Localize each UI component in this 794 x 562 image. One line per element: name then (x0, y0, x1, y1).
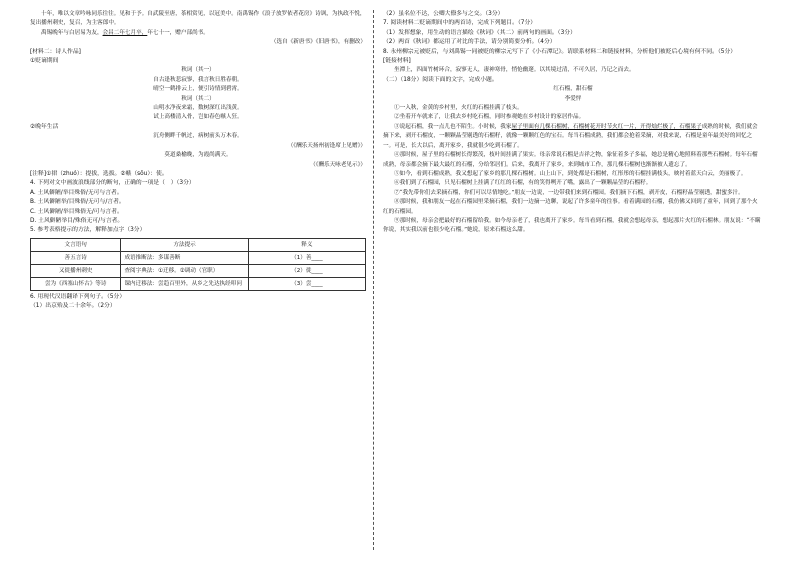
right-column (383, 10, 763, 236)
prose-paragraph-2-tail: 年七十一，赠户部尚书。 (147, 29, 209, 36)
prose-paragraph-2 (30, 29, 366, 38)
article-paragraph-5: ⑤如今，看到石榴成熟，我又想起了家乡的那几棵石榴树。山上山下，到处都是石榴树，红彤彤的石榴挂满枝头，映衬着蓝天白云，美丽极了。 (394, 170, 747, 177)
poem-4-line: 莫道桑榆晚，为霞尚满天。 (164, 152, 232, 159)
article-paragraph-1: ①一入秋，金黄的乡村里，火红的石榴挂满了枝头。 (394, 105, 523, 112)
table-cell: 课内迁移法：尝趋百里外，从乡之先达执经叩问 (121, 277, 248, 290)
poem-2-line-2: 试上高楼清入骨，岂如春色嗾人狂。 (153, 114, 243, 121)
article-paragraph-3 (383, 123, 763, 151)
link-material-heading: [链接材料] (383, 58, 411, 65)
table-header-cell: 文言语句 (31, 238, 121, 251)
question-5: 5. 参考表格提示的方法，解释加点字（3分） (30, 227, 146, 234)
prose-paragraph-1: 十年，唯以文章吟咏同乐往往。见和于予。自武陵至唐，茶相赏见，以冠美中。南禹锡作《浪子放罗依者花房》诗讽，为执政不悦，复出播州刺史，复召，为主客郎中。 (30, 11, 366, 27)
poem-1-title: 秋词（其一） (181, 67, 215, 74)
method-hint-table (30, 238, 366, 291)
material-2-heading: [材料二：诗人作品] (30, 48, 81, 55)
answer-blank-cell[interactable]: （1）善____ (248, 251, 365, 264)
article-paragraph-6: ⑥我们到了石榴园，只见石榴树上挂满了红红的石榴，有的笑得咧开了嘴，露出了一颗颗晶莹的石榴籽。 (394, 180, 652, 187)
prose-underlined: 会昌二年七月卒， (102, 29, 148, 36)
table-header-row (31, 238, 366, 251)
table-header-cell: 方法提示 (121, 238, 248, 251)
article-paragraph-9: ⑨那时候，母亲会把最好的石榴留给我。如今母亲老了，我也离开了家乡。每当看到石榴，我就会想起母亲，想起那片火红的石榴林。朋友说：“不瞒你说，其实我以前也很少吃石榴。”她说，原来石榴这么甜。 (383, 217, 761, 234)
table-cell: 成语推断法：多谋善断 (121, 251, 248, 264)
question-4-option-c: C. 土风僻陋/举目殊俗无/可与言者。 (30, 208, 123, 215)
question-6-part-1: （1）出京殆及二十余年。（2分） (30, 303, 116, 310)
article-paragraph-3-tail: 成熟的时候，我们就会摘下来，剥开石榴皮，一颗颗晶莹剔透的石榴籽，就像一颗颗红色的宝石。每当石榴成熟，我们都会抢着采摘，对我来说，石榴是童年最美好的回忆之一。可是，长大以后，离开家乡，我就很少吃到石榴了。 (383, 123, 758, 149)
annotation-note: [注释]①捃（zhuó）：提拔，选拔。②嗾（sǒu）：使。 (30, 170, 168, 177)
poem-1-line-1: 自古逢秋悲寂寥，我言秋日胜春朝。 (153, 76, 243, 83)
article-author: 李爱怦 (564, 95, 582, 102)
source-citation-3: （《酬乐天咏老见示》） (310, 161, 366, 168)
article-paragraph-4: ④那时候，屋子里的石榴树长得繁茂，枝叶间挂满了果实。母亲常说石榴是吉祥之物，象征着多子多福，她总是精心地照料着那些石榴树。每年石榴成熟，母亲都会摘下最大最红的石榴，分给邻居们。后来，我离开了家乡，来到城市工作，那几棵石榴树也渐渐被人遗忘了。 (383, 152, 758, 168)
section-2-heading: （二）（18分）阅读下面的文字，完成小题。 (383, 76, 498, 83)
prose-paragraph-2-lead: 禹锡晚年与白居易为友， (41, 29, 103, 36)
question-6: 6. 用现代汉语翻译下列句子。（5分） (30, 293, 126, 300)
table-row (31, 277, 366, 290)
source-citation-1: （选自《新唐书》《旧唐书》，有删改） (270, 39, 366, 46)
source-citation-2: （《酬乐天扬州初逢席上见赠》） (287, 142, 366, 149)
question-7-part-1: （1）发挥想象，用生动的语言描绘《秋词》（其二）前两句的画面。（3分） (383, 29, 576, 36)
question-7-part-2: （2）两首《秋词》都运用了对比的手法，请分别简要分析。（4分） (383, 39, 556, 46)
poem-2-title: 秋词（其二） (181, 95, 215, 102)
answer-blank-cell[interactable]: （3）尝____ (248, 277, 365, 290)
table-cell: 善五言诗 (31, 251, 121, 264)
poem-1-line-2: 晴空一鹤排云上，便引诗情到碧霄。 (153, 86, 243, 93)
table-cell: 尝为《西塞山怀古》等诗 (31, 277, 121, 290)
question-8: 8. 永州柳宗元被贬后，与刘禹锡一同被贬的柳宗元写下了《小石潭记》。请联系材料二和链接材料，分析他们被贬后心境有何不同。（5分） (383, 48, 737, 55)
table-cell: 又徙播州刺史 (31, 264, 121, 277)
question-6-part-2: （2）虽名位不达，公卿大僚多与之交。（3分） (383, 11, 504, 17)
article-title: 红石榴，甜石榴 (553, 86, 593, 93)
poem-3-line: 沉舟侧畔千帆过，病树前头万木春。 (153, 133, 243, 140)
question-4-option-d: D. 土风僻陋举目/殊俗无可/与言者。 (30, 217, 124, 224)
table-row (31, 251, 366, 264)
left-column (30, 10, 366, 312)
answer-blank-cell[interactable]: （2）徙____ (248, 264, 365, 277)
question-4: 4. 下列对文中画波浪线部分的断句，正确的一项是（ ）（3分） (30, 180, 195, 187)
article-paragraph-8: ⑧那时候，我和朋友一起在石榴园里采摘石榴，我们一边摘一边聊，说起了许多童年的往事。看着满园的石榴，我仿佛又回到了童年，回到了那个火红的石榴园。 (383, 199, 758, 215)
material-2-subheading-1: ①贬谪期间 (30, 58, 59, 65)
question-4-option-a: A. 土风僻陋/举目殊俗/无可与言者。 (30, 189, 123, 196)
table-row (31, 264, 366, 277)
question-7: 7. 阅读材料二贬谪期间中的两首诗，完成下列题目。（7分） (383, 20, 537, 27)
link-material-text: 坐潭上，四面竹树环合，寂寥无人，凄神寒骨，悄怆幽邃。以其境过清，不可久居，乃记之而去。 (394, 67, 635, 74)
poem-2-line-1: 山明水净夜来霜，数树深红出浅黄。 (153, 105, 243, 112)
table-header-cell: 释义 (248, 238, 365, 251)
column-divider (373, 10, 374, 550)
article-paragraph-3-lead: ③说起石榴，我一点儿也不陌生。小时候，我家 (394, 123, 512, 130)
material-2-subheading-2: ②晚年生活 (30, 123, 59, 130)
article-paragraph-2: ②坐着开车就来了，让我去乡村吃石榴，同时参观她在乡村设计的家居作品。 (394, 114, 585, 121)
article-underlined-sentence: 屋子里面有几棵石榴树，石榴树花开时节火红一片，开得灿烂极了，石榴果子 (511, 123, 702, 130)
article-paragraph-7: ⑦“我先带你们去采摘石榴，你们可以尽情地吃。”朋友一边说，一边带我们来到石榴园。我们摘下石榴，剥开皮，石榴籽晶莹剔透，甜蜜多汁。 (394, 189, 744, 196)
table-cell: 查阅字典法：①迁移。②调动（官职） (121, 264, 248, 277)
question-4-option-b: B. 土风僻陋举/目殊俗/无可与/言者。 (30, 199, 125, 206)
